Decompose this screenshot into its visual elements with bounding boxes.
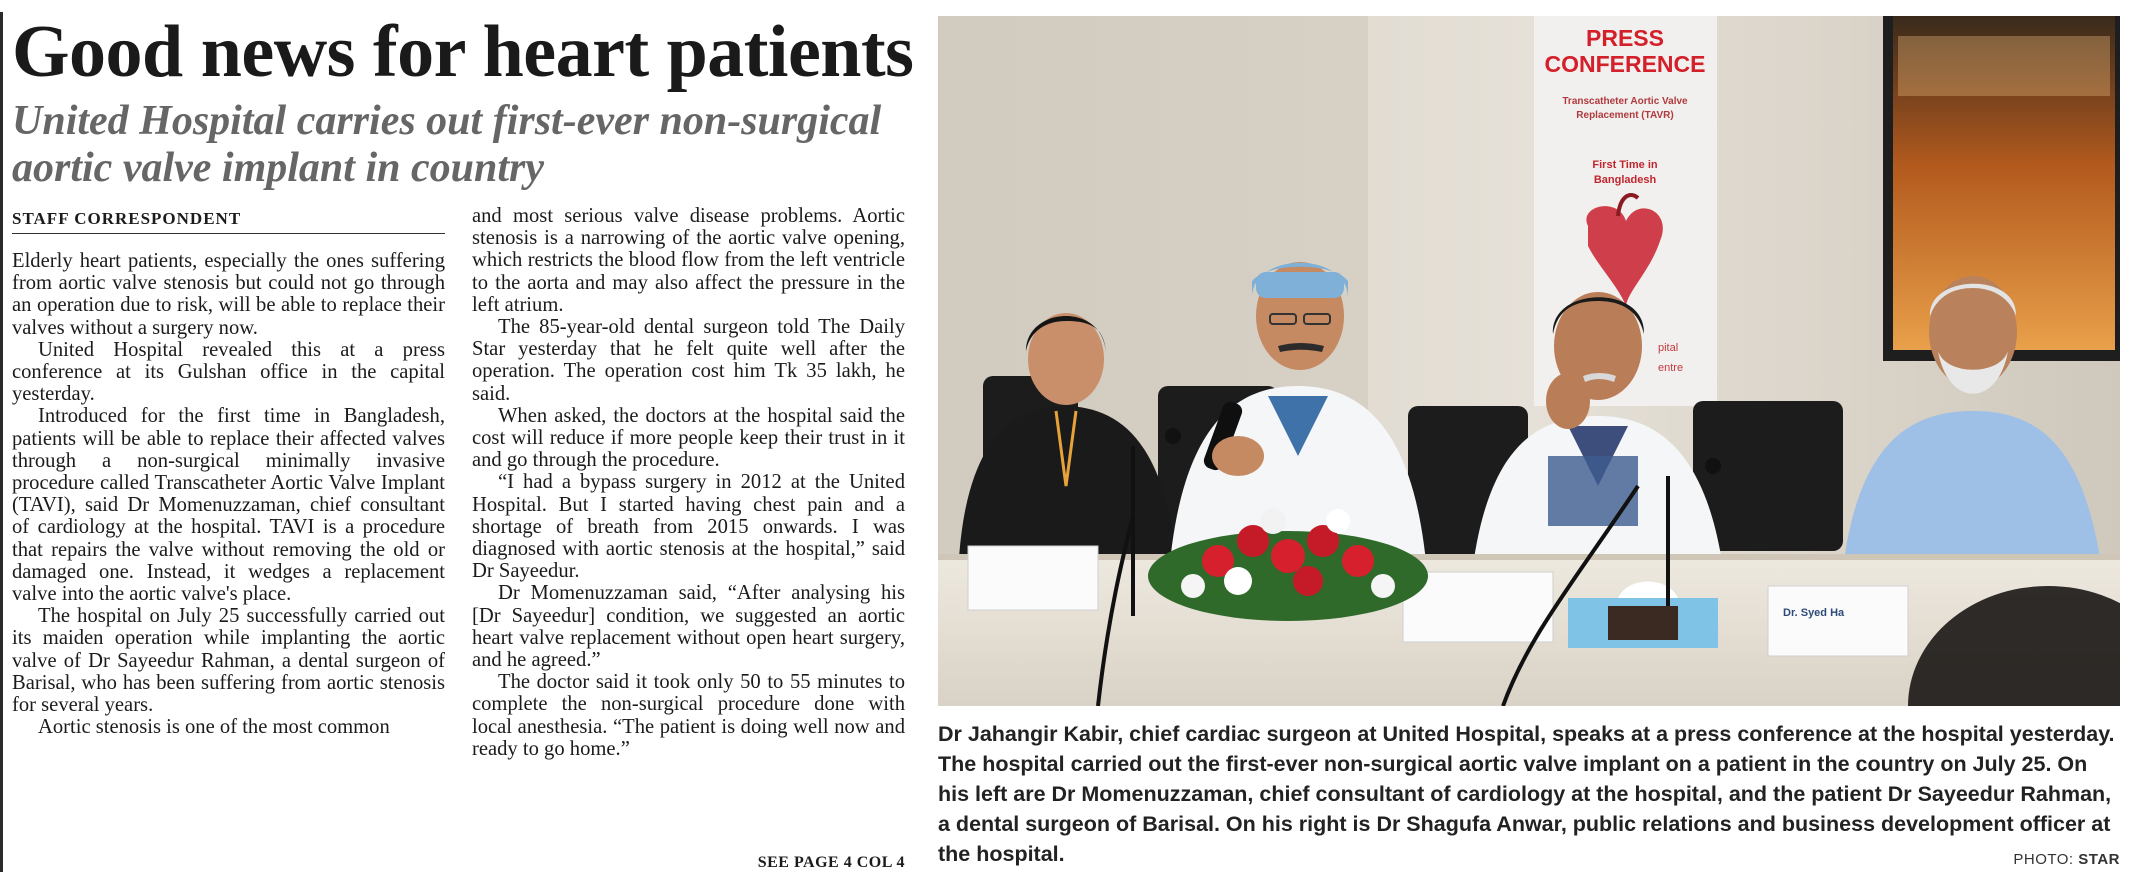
photo-illustration — [938, 16, 2120, 706]
banner-subtitle-line-2: Replacement (TAVR) — [1576, 110, 1674, 121]
subheadline: United Hospital carries out first-ever non-surgical aortic valve implant in country — [12, 98, 882, 191]
article-paragraph: Elderly heart patients, especially the ones suffering from aortic valve stenosis but could not go through an operation due to risk, will be able to replace their valves without a surgery now. — [12, 250, 445, 339]
article-paragraph: The 85-year-old dental surgeon told The Daily Star yesterday that he felt quite well after the operation. The operation cost him Tk 35 lakh, he said. — [472, 316, 905, 405]
photo-credit-source: STAR — [2078, 851, 2120, 868]
byline: STAFF CORRESPONDENT — [12, 209, 445, 234]
article-paragraph: “I had a bypass surgery in 2012 at the United Hospital. But I started having chest pain and a shortage of breath from 2015 onwards. I was diagnosed with aortic stenosis at the hospital,” said Dr Sayeedur. — [472, 471, 905, 583]
press-conference-photo — [938, 16, 2120, 706]
article-column-2 — [472, 205, 905, 760]
banner-first-line-2: Bangladesh — [1593, 174, 1657, 186]
photo-credit-label: PHOTO: — [2013, 851, 2074, 868]
article-paragraph: Introduced for the first time in Bangladesh, patients will be able to replace their affected valves through a non-surgical minimally invasive procedure called Transcatheter Aortic Valve Implant (TAVI), said Dr Momenuzzaman, chief consultant of cardiology at the hospital. TAVI is a procedure that repairs the valve without removing the old or damaged one. Instead, it wedges a replacement valve into the aortic valve's place. — [12, 405, 445, 606]
continued-jump-line: SEE PAGE 4 COL 4 — [757, 854, 905, 871]
article-paragraph: and most serious valve disease problems. Aortic stenosis is a narrowing of the aortic valve opening, which restricts the blood flow from the left ventricle to the aorta and may also affect the pressure in the left atrium. — [472, 205, 905, 316]
headline: Good news for heart patients — [12, 11, 914, 93]
banner-title-line-1: PRESS — [1586, 25, 1664, 51]
article-paragraph: United Hospital revealed this at a press conference at its Gulshan office in the capital yesterday. — [12, 338, 445, 406]
banner-bottom-line-2: entre — [1658, 362, 1684, 374]
banner-title-line-2: CONFERENCE — [1544, 51, 1706, 77]
banner-first-line-1: First Time in — [1592, 159, 1658, 171]
article-paragraph: The hospital on July 25 successfully carried out its maiden operation while implanting the aortic valve of Dr Sayeedur Rahman, a dental surgeon of Barisal, who has been suffering from aortic stenosis for several years. — [12, 605, 445, 717]
nameplate-text: Dr. Syed Ha — [1783, 607, 1845, 619]
article-paragraph: When asked, the doctors at the hospital said the cost will reduce if more people keep their trust in it and go through the procedure. — [472, 404, 905, 472]
article-column-1 — [12, 250, 445, 738]
photo-caption: Dr Jahangir Kabir, chief cardiac surgeon at United Hospital, speaks at a press conference at the hospital yesterday. The hospital carried out the first-ever non-surgical aortic valve implant on a patient in the country on July 25. On his left are Dr Momenuzzaman, chief consultant of cardiology at the hospital, and the patient Dr Sayeedur Rahman, a dental surgeon of Barisal. On his right is Dr Shagufa Anwar, public relations and business development officer at the hospital. — [938, 722, 2115, 866]
article-paragraph: Aortic stenosis is one of the most common — [38, 716, 390, 739]
banner-bottom-line-1: pital — [1658, 342, 1679, 354]
article-paragraph: Dr Momenuzzaman said, “After analysing his [Dr Sayeedur] condition, we suggested an aortic heart valve replacement without open heart surgery, and he agreed.” — [472, 582, 905, 672]
banner-subtitle-line-1: Transcatheter Aortic Valve — [1562, 96, 1688, 107]
photo-credit — [1990, 851, 2120, 868]
left-column-rule — [0, 12, 3, 872]
article-paragraph: The doctor said it took only 50 to 55 minutes to complete the non-surgical procedure done with local anesthesia. “The patient is doing well now and ready to go home.” — [472, 671, 905, 760]
